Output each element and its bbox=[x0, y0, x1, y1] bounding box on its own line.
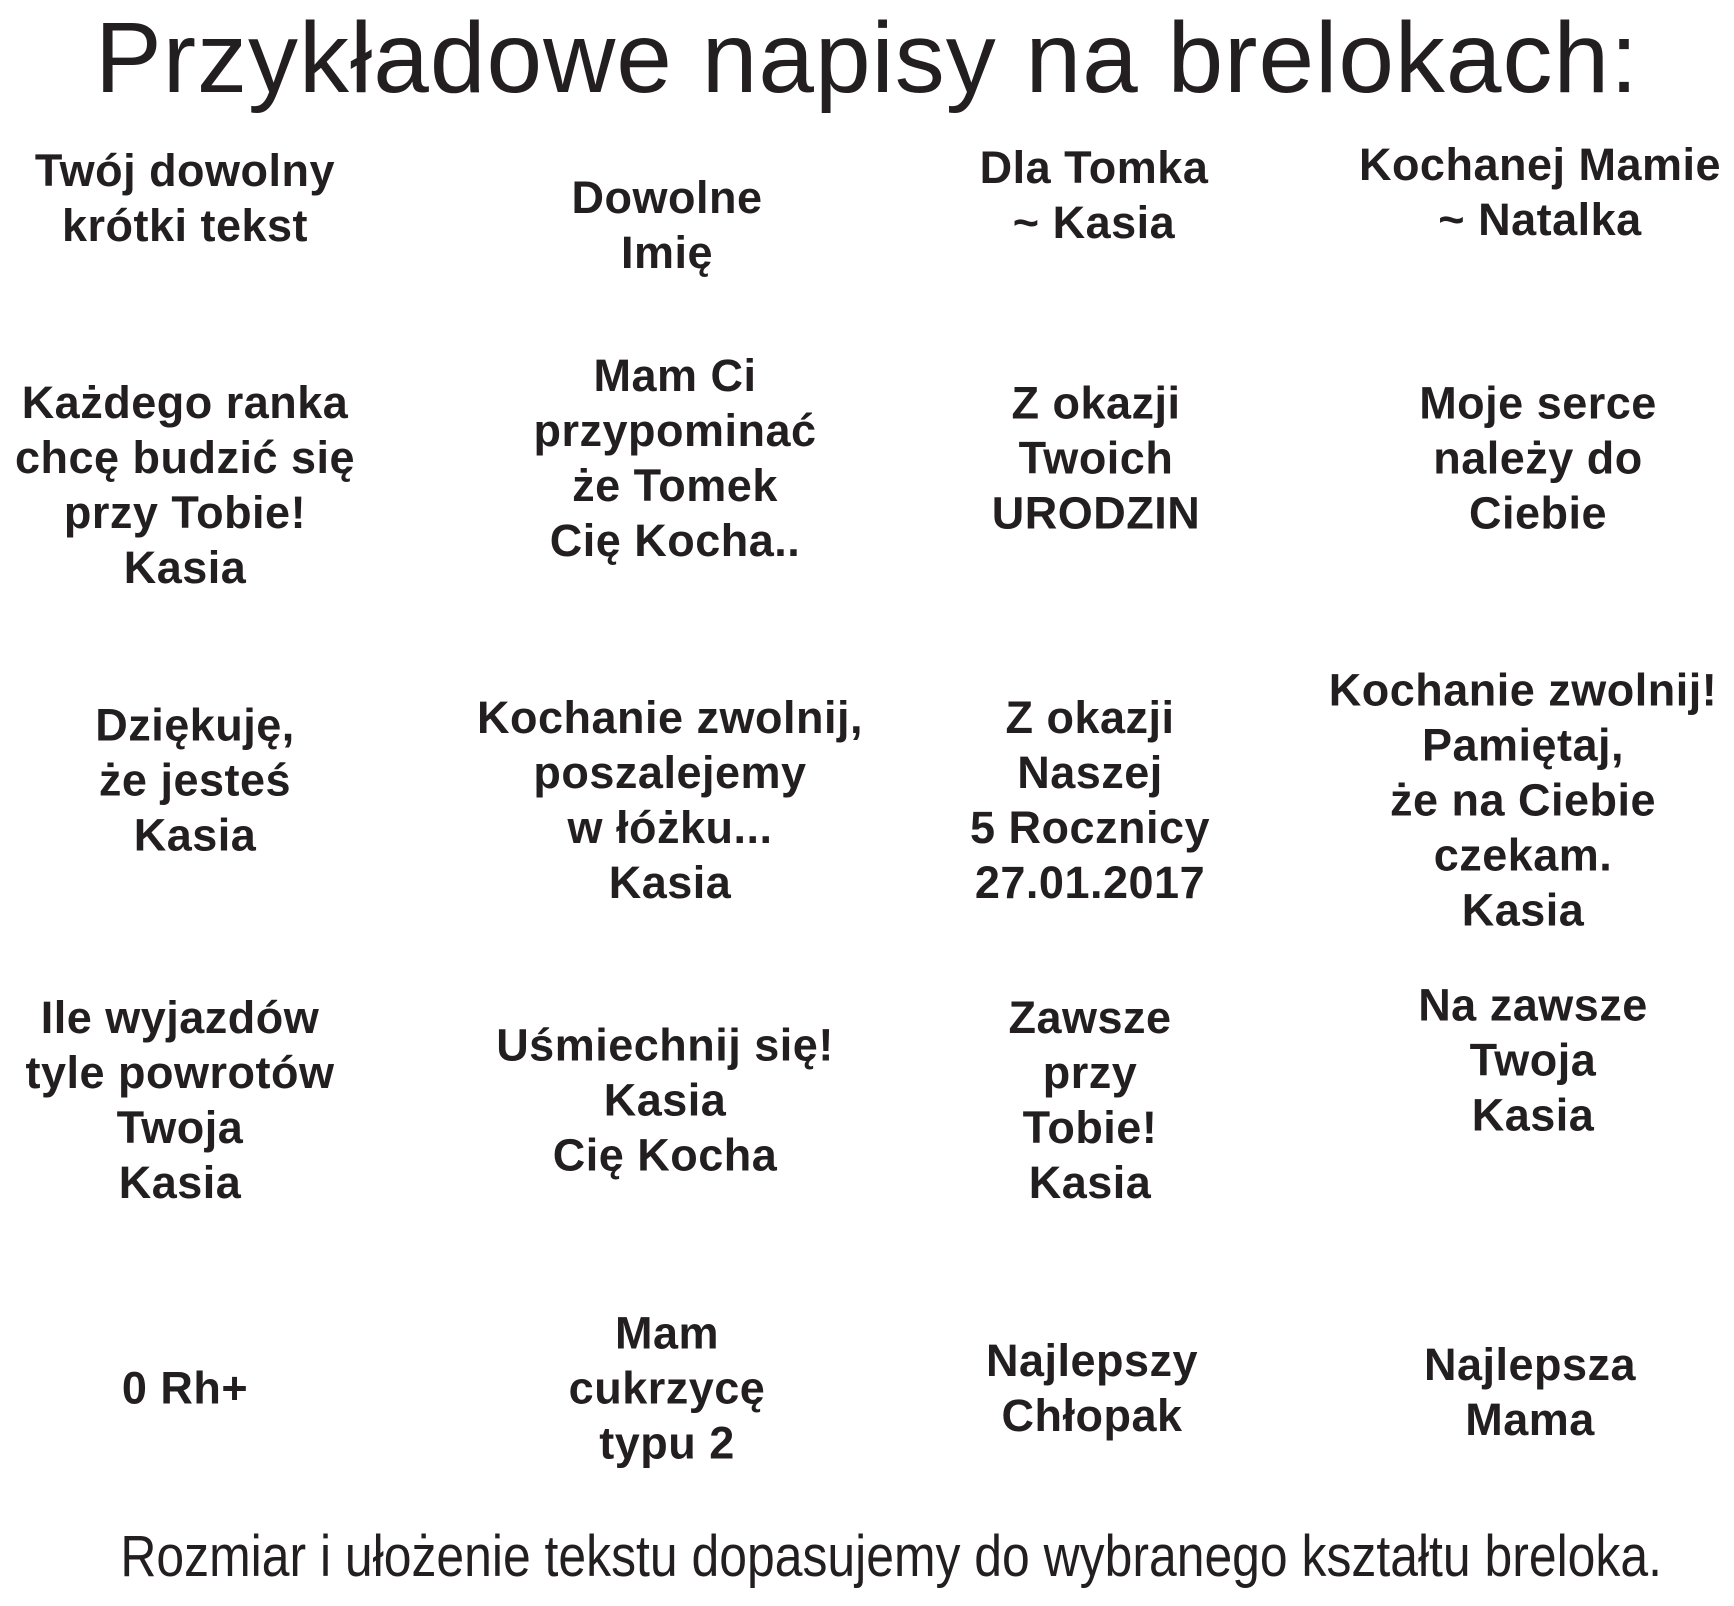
example-line: Twoich bbox=[1018, 432, 1174, 484]
example-text-15 bbox=[1008, 990, 1171, 1210]
example-line: Kasia bbox=[1471, 1089, 1595, 1141]
example-line: Kasia bbox=[1028, 1157, 1152, 1208]
example-line: chcę budzić się bbox=[14, 432, 356, 483]
example-text-16 bbox=[1418, 978, 1648, 1143]
example-line: ~ Kasia bbox=[1012, 197, 1176, 248]
example-line: Kasia bbox=[603, 1074, 727, 1126]
example-line: Kasia bbox=[123, 542, 247, 593]
example-text-5 bbox=[15, 375, 355, 595]
example-line: Tobie! bbox=[1022, 1102, 1158, 1153]
example-line: Kasia bbox=[118, 1157, 242, 1208]
example-line: Ciebie bbox=[1468, 487, 1608, 539]
example-text-19 bbox=[986, 1333, 1198, 1443]
example-line: w łóżku... bbox=[567, 802, 773, 853]
example-line: Na zawsze bbox=[1418, 979, 1648, 1031]
example-line: że jesteś bbox=[98, 754, 292, 806]
example-line: tyle powrotów bbox=[25, 1047, 335, 1098]
example-line: Cię Kocha.. bbox=[549, 515, 801, 566]
example-text-6 bbox=[533, 348, 816, 568]
example-line: Kochanie zwolnij! bbox=[1328, 664, 1718, 716]
example-line: Chłopak bbox=[1001, 1390, 1183, 1441]
example-text-3 bbox=[980, 140, 1209, 250]
example-text-1 bbox=[35, 143, 335, 253]
footer-note: Rozmiar i ułożenie tekstu dopasujemy do wybranego kształtu breloka. bbox=[120, 1524, 1662, 1589]
example-line: że Tomek bbox=[572, 460, 778, 511]
example-text-11 bbox=[970, 690, 1210, 910]
example-line: Kasia bbox=[608, 857, 732, 908]
example-line: że na Ciebie bbox=[1389, 774, 1657, 826]
example-line: Kasia bbox=[1461, 884, 1585, 936]
example-line: ~ Natalka bbox=[1438, 194, 1642, 245]
example-line: Najlepszy bbox=[985, 1335, 1199, 1386]
example-line: URODZIN bbox=[991, 487, 1201, 539]
example-text-9 bbox=[95, 698, 295, 863]
example-text-7 bbox=[992, 376, 1200, 541]
example-line: Mama bbox=[1465, 1394, 1595, 1445]
example-text-20 bbox=[1424, 1337, 1636, 1447]
example-line: Naszej bbox=[1017, 747, 1163, 798]
example-text-10 bbox=[477, 690, 863, 910]
example-line: Twój dowolny bbox=[34, 145, 336, 196]
example-line: Dziękuję, bbox=[95, 699, 295, 751]
example-line: przypominać bbox=[533, 405, 817, 456]
example-text-4 bbox=[1359, 137, 1721, 247]
example-line: Z okazji bbox=[1005, 692, 1175, 743]
example-line: poszalejemy bbox=[533, 747, 807, 798]
page-title: Przykładowe napisy na brelokach: bbox=[95, 2, 1639, 114]
example-line: przy Tobie! bbox=[63, 487, 307, 538]
example-line: Cię Kocha bbox=[552, 1129, 778, 1181]
example-line: Dowolne bbox=[571, 172, 763, 223]
example-text-13 bbox=[26, 990, 335, 1210]
example-line: Kochanej Mamie bbox=[1358, 139, 1722, 190]
example-line: Z okazji bbox=[1011, 377, 1181, 429]
example-line: 5 Rocznicy bbox=[969, 802, 1211, 853]
example-line: Dla Tomka bbox=[979, 142, 1209, 193]
example-line: Twoja bbox=[116, 1102, 244, 1153]
example-line: Pamiętaj, bbox=[1421, 719, 1625, 771]
example-line: Mam Ci bbox=[593, 350, 757, 401]
example-line: Imię bbox=[620, 227, 714, 278]
example-line: Ile wyjazdów bbox=[40, 992, 320, 1043]
example-text-12 bbox=[1329, 663, 1718, 938]
example-line: Uśmiechnij się! bbox=[496, 1019, 834, 1071]
example-line: Zawsze bbox=[1008, 992, 1172, 1043]
example-line: 27.01.2017 bbox=[974, 857, 1206, 908]
example-line: Mam bbox=[614, 1307, 720, 1359]
example-line: Twoja bbox=[1469, 1034, 1597, 1086]
example-text-8 bbox=[1419, 376, 1657, 541]
example-text-2 bbox=[572, 170, 763, 280]
example-line: krótki tekst bbox=[61, 200, 309, 251]
example-line: czekam. bbox=[1433, 829, 1613, 881]
example-line: należy do bbox=[1433, 432, 1643, 484]
example-line: Kochanie zwolnij, bbox=[476, 692, 864, 743]
example-text-17 bbox=[122, 1361, 248, 1416]
example-text-14 bbox=[496, 1018, 834, 1183]
example-line: Najlepsza bbox=[1423, 1339, 1637, 1390]
example-line: cukrzycę bbox=[568, 1362, 766, 1414]
example-line: 0 Rh+ bbox=[121, 1362, 249, 1414]
example-line: typu 2 bbox=[599, 1417, 735, 1469]
example-line: Kasia bbox=[133, 809, 257, 861]
example-line: Każdego ranka bbox=[21, 377, 349, 428]
example-text-18 bbox=[569, 1306, 766, 1471]
example-line: przy bbox=[1042, 1047, 1138, 1098]
example-line: Moje serce bbox=[1419, 377, 1657, 429]
